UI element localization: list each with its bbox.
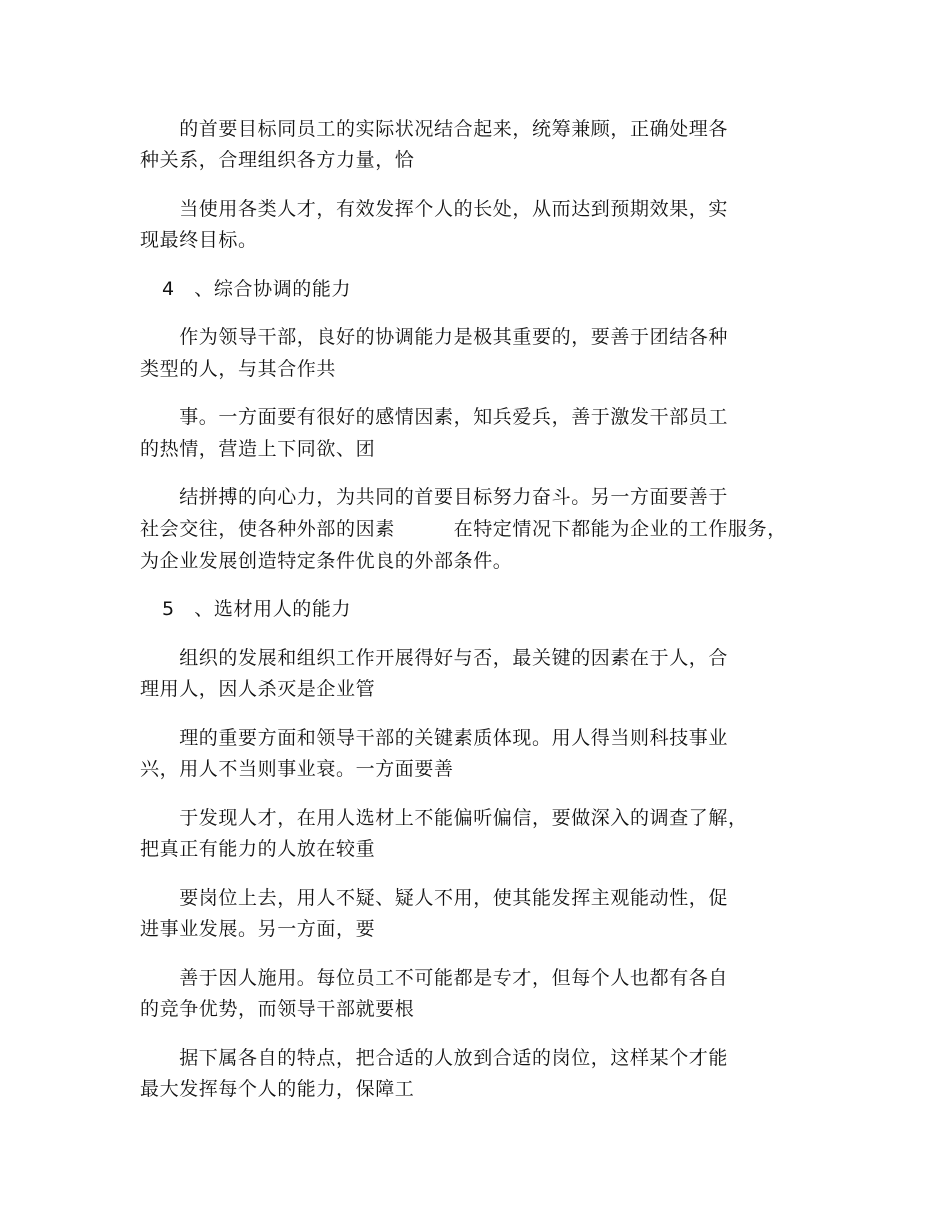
- paragraph-line: 把真正有能力的人放在较重: [140, 838, 376, 860]
- paragraph-line: 的首要目标同员工的实际状况结合起来，统筹兼顾，正确处理各: [140, 118, 729, 140]
- paragraph-line: 善于因人施用。每位员工不可能都是专才，但每个人也都有各自: [140, 967, 729, 989]
- section-heading: 4 、综合协调的能力: [162, 278, 352, 300]
- paragraph-line: 据下属各自的特点，把合适的人放到合适的岗位，这样某个才能: [140, 1047, 729, 1069]
- paragraph-line: 于发现人才，在用人选材上不能偏听偏信，要做深入的调查了解，: [140, 807, 748, 829]
- paragraph-line: 结拼搏的向心力，为共同的首要目标努力奋斗。另一方面要善于: [140, 486, 729, 508]
- paragraph-line: 作为领导干部，良好的协调能力是极其重要的，要善于团结各种: [140, 326, 729, 348]
- paragraph-line: 类型的人，与其合作共: [140, 358, 337, 380]
- paragraph-line: 现最终目标。: [140, 229, 258, 251]
- paragraph-line: 兴，用人不当则事业衰。一方面要善: [140, 758, 454, 780]
- paragraph-line: 的热情，营造上下同欲、团: [140, 438, 376, 460]
- paragraph-line: 理的重要方面和领导干部的关键素质体现。用人得当则科技事业: [140, 727, 729, 749]
- paragraph-line: 的竞争优势，而领导干部就要根: [140, 998, 415, 1020]
- paragraph-line: 要岗位上去，用人不疑、疑人不用，使其能发挥主观能动性，促: [140, 887, 729, 909]
- paragraph-line: 种关系，合理组织各方力量，恰: [140, 149, 415, 171]
- paragraph-line: 为企业发展创造特定条件优良的外部条件。: [140, 550, 513, 572]
- paragraph-line: 理用人，因人杀灭是企业管: [140, 678, 376, 700]
- section-heading: 5 、选材用人的能力: [162, 598, 352, 620]
- paragraph-line: 进事业发展。另一方面，要: [140, 918, 376, 940]
- paragraph-line: 当使用各类人才，有效发挥个人的长处，从而达到预期效果，实: [140, 198, 729, 220]
- paragraph-line: 组织的发展和组织工作开展得好与否，最关键的因素在于人，合: [140, 647, 729, 669]
- paragraph-line: 社会交往，使各种外部的因素 在特定情况下都能为企业的工作服务，: [140, 518, 787, 540]
- paragraph-line: 最大发挥每个人的能力，保障工: [140, 1078, 415, 1100]
- paragraph-line: 事。一方面要有很好的感情因素，知兵爱兵，善于激发干部员工: [140, 406, 729, 428]
